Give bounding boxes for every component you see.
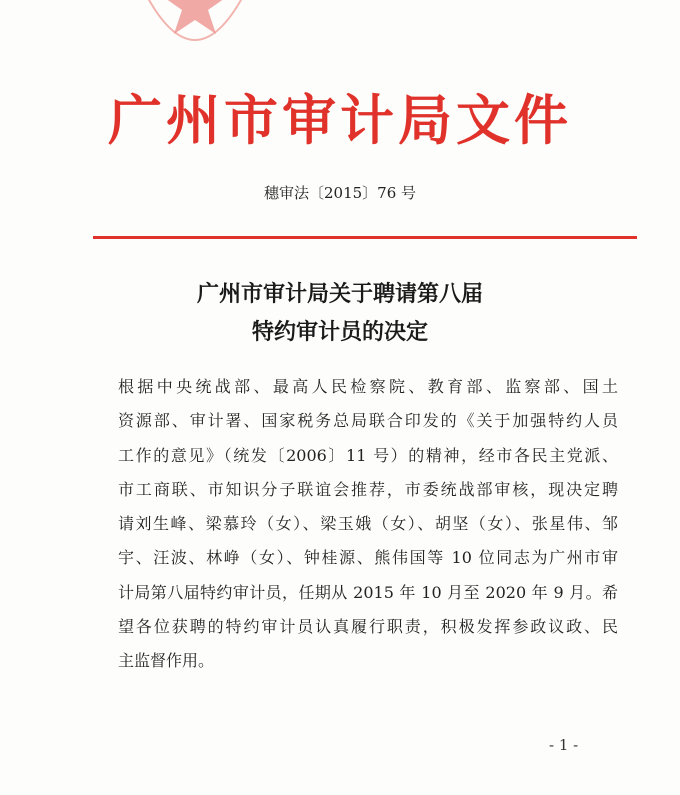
issuer-title: 广州市审计局文件 bbox=[108, 89, 572, 152]
title-line-2: 特约审计员的决定 bbox=[251, 320, 428, 345]
body-line: 望各位获聘的特约审计员认真履行职责，积极发挥参政议政、民 bbox=[118, 617, 618, 637]
page-number: - 1 - bbox=[549, 736, 579, 754]
document-number: 穗审法〔2015〕76 号 bbox=[263, 184, 417, 202]
body-line: 市工商联、市知识分子联谊会推荐，市委统战部审核，现决定聘 bbox=[118, 479, 618, 499]
document-title bbox=[0, 276, 680, 352]
title-line-1: 广州市审计局关于聘请第八届 bbox=[196, 282, 483, 307]
seal-star-icon bbox=[120, 0, 270, 70]
red-divider bbox=[93, 236, 637, 239]
body-line: 根据中央统战部、最高人民检察院、教育部、监察部、国土 bbox=[118, 377, 618, 396]
body-line: 计局第八届特约审计员，任期从 2015 年 10 月至 2020 年 9 月。希 bbox=[118, 582, 618, 602]
body-line: 主监督作用。 bbox=[118, 651, 215, 671]
body-line: 请刘生峰、梁慕玲（女）、梁玉娥（女）、胡坚（女）、张星伟、邹 bbox=[118, 514, 618, 534]
body-line: 资源部、审计署、国家税务总局联合印发的《关于加强特约人员 bbox=[118, 411, 618, 431]
document-body bbox=[118, 370, 618, 679]
body-line: 宇、汪波、林峥（女）、钟桂源、熊伟国等 10 位同志为广州市审 bbox=[118, 548, 618, 568]
body-line: 工作的意见》（统发〔2006〕11 号）的精神，经市各民主党派、 bbox=[118, 445, 618, 465]
